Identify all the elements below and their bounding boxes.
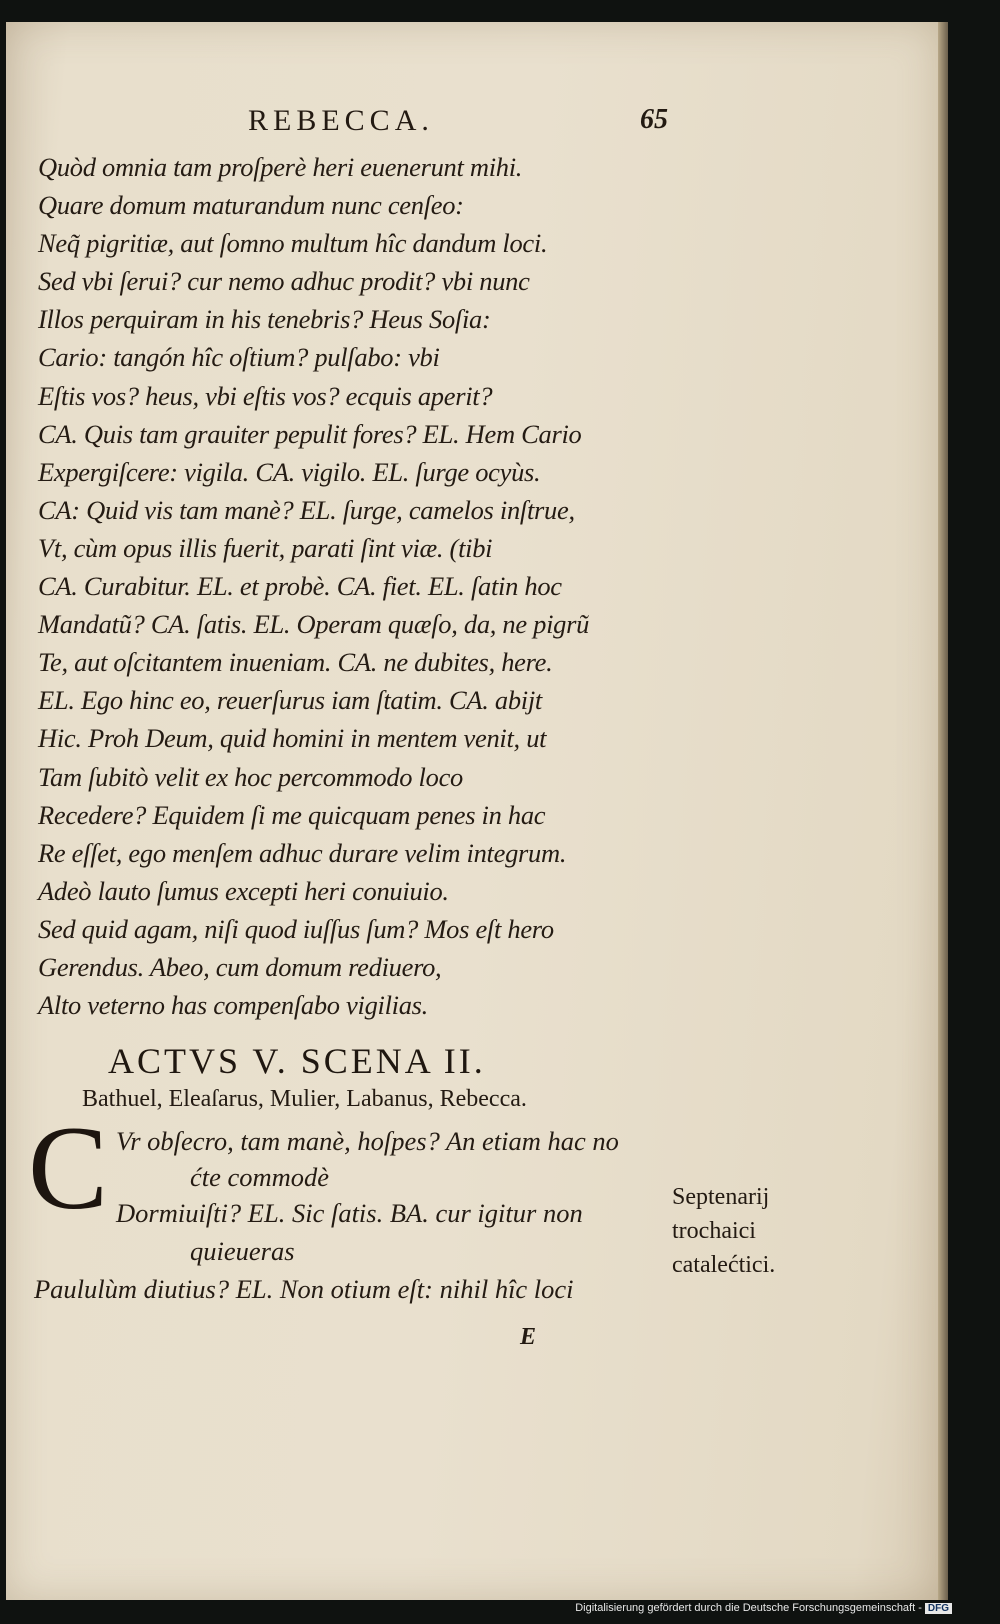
verse-line: CA. Curabitur. EL. et probè. CA. fiet. EL. ſatin hoc [38, 571, 562, 602]
verse-line: Mandatũ? CA. ſatis. EL. Operam quæſo, da, ne pigrũ [38, 609, 590, 640]
signature-mark: E [520, 1324, 537, 1350]
verse-line: Recedere? Equidem ſi me quicquam penes in hac [38, 799, 546, 830]
verse-line: Gerendus. Abeo, cum domum rediuero, [38, 951, 442, 982]
verse-line: Vt, cùm opus illis fuerit, parati ſint viæ. (tibi [38, 532, 493, 563]
scene-line: Paululùm diutius? EL. Non otium eſt: nihil hîc loci [34, 1274, 574, 1304]
verse-line: Eſtis vos? heus, vbi eſtis vos? ecquis aperit? [38, 380, 493, 411]
running-head: REBECCA. [248, 104, 434, 137]
verse-line: Hic. Proh Deum, quid homini in mentem venit, ut [38, 723, 547, 754]
verse-line: Sed quid agam, niſi quod iuſſus ſum? Mos eſt hero [38, 913, 554, 944]
verse-line: Expergiſcere: vigila. CA. vigilo. EL. ſurge ocyùs. [38, 456, 541, 487]
page-edge [938, 22, 948, 1600]
marginal-note-line: Septenarij [672, 1184, 770, 1210]
verse-line: CA: Quid vis tam manè? EL. ſurge, camelos inſtrue, [38, 494, 575, 525]
verse-line: Neq̃ pigritiæ, aut ſomno multum hîc dandum loci. [38, 228, 548, 259]
verse-line: Quare domum maturandum nunc cenſeo: [38, 190, 464, 221]
verse-block [38, 148, 678, 1024]
verse-line: Tam ſubitò velit ex hoc percommodo loco [38, 761, 463, 792]
verse-line: Quòd omnia tam proſperè heri euenerunt mihi. [38, 152, 523, 182]
dfg-logo: DFG [925, 1603, 952, 1614]
scene-line: quieueras [190, 1236, 295, 1266]
scene-line: Dormiuiſti? EL. Sic ſatis. BA. cur igitur non [116, 1198, 583, 1228]
page-number: 65 [640, 104, 668, 135]
drop-capital: C [28, 1101, 109, 1234]
verse-line: Illos perquiram in his tenebris? Heus Soſia: [38, 304, 491, 335]
credit-text: Digitalisierung gefördert durch die Deutsche Forschungsgemeinschaft - [575, 1602, 922, 1614]
verse-line: Alto veterno has compenſabo vigilias. [38, 990, 429, 1021]
verse-line: CA. Quis tam grauiter pepulit fores? EL. Hem Cario [38, 418, 582, 449]
marginal-note-line: trochaici [672, 1218, 756, 1244]
scene-line: Vr obſecro, tam manè, hoſpes? An etiam hac no [116, 1126, 619, 1156]
digitization-credit [575, 1602, 952, 1614]
verse-line: Re eſſet, ego menſem adhuc durare velim integrum. [38, 837, 567, 868]
act-scene-heading: ACTVS V. SCENA II. [108, 1041, 486, 1081]
marginal-note-line: catalećtici. [672, 1252, 776, 1278]
cast-list: Bathuel, Eleaſarus, Mulier, Labanus, Rebecca. [82, 1086, 527, 1112]
scene-line: ćte commodè [190, 1162, 330, 1192]
verse-line: Te, aut oſcitantem inueniam. CA. ne dubites, here. [38, 647, 553, 678]
verse-line: Adeò lauto ſumus excepti heri conuiuio. [38, 875, 449, 906]
marginal-note [672, 1180, 812, 1282]
verse-line: EL. Ego hinc eo, reuerſurus iam ſtatim. CA. abijt [38, 685, 542, 716]
verse-line: Sed vbi ſerui? cur nemo adhuc prodit? vbi nunc [38, 266, 530, 297]
verse-line: Cario: tangón hîc oſtium? pulſabo: vbi [38, 342, 440, 373]
